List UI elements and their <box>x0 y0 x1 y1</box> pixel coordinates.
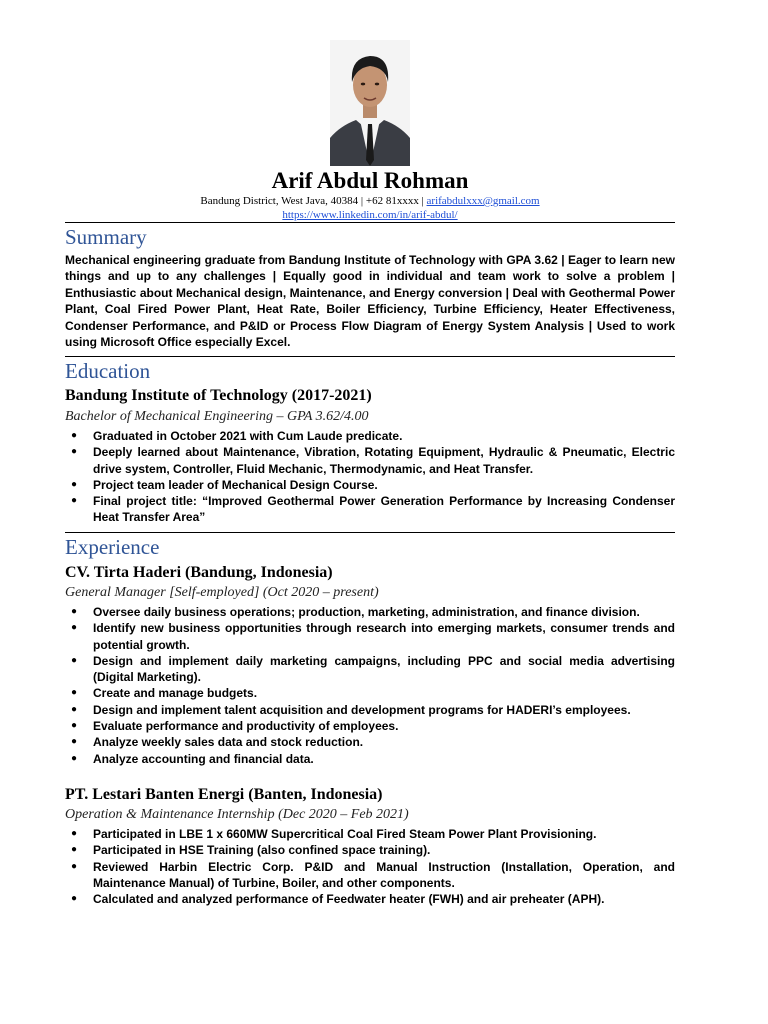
education-bullets <box>65 428 675 526</box>
divider <box>65 532 675 533</box>
job-bullets <box>65 826 675 907</box>
job-company: PT. Lestari Banten Energi (Banten, Indonesia) <box>65 786 383 803</box>
divider <box>65 356 675 357</box>
contact-line <box>65 194 675 208</box>
profile-photo <box>330 40 410 166</box>
list-item: ● Deeply learned about Maintenance, Vibration, Rotating Equipment, Hydraulic & Pneumatic, Electric drive system, Controller, Fluid Mechanic, Thermodynamic, and Heat Transfer. <box>71 445 675 476</box>
profile-photo-image <box>330 40 410 166</box>
list-item: ● Project team leader of Mechanical Design Course. <box>71 477 378 492</box>
job-company: CV. Tirta Haderi (Bandung, Indonesia) <box>65 564 333 581</box>
list-item: ● Calculated and analyzed performance of Feedwater heater (FWH) and air preheater (APH). <box>71 892 605 907</box>
list-item: ● Create and manage budgets. <box>71 686 258 701</box>
list-item: ● Design and implement talent acquisition and development programs for HADERI’s employees. <box>71 702 631 717</box>
divider <box>65 222 675 223</box>
linkedin-link[interactable]: https://www.linkedin.com/in/arif-abdul/ <box>282 209 458 221</box>
list-item: ● Analyze accounting and financial data. <box>71 751 314 766</box>
job-role: Operation & Maintenance Internship (Dec 2020 – Feb 2021) <box>65 807 409 822</box>
list-item: ● Participated in HSE Training (also confined space training). <box>71 843 431 858</box>
job-bullets <box>65 604 675 767</box>
job-role: General Manager [Self-employed] (Oct 2020 – present) <box>65 585 379 600</box>
email-link[interactable]: arifabdulxxx@gmail.com <box>426 195 540 207</box>
summary-heading: Summary <box>65 225 147 249</box>
list-item: ● Identify new business opportunities through research into emerging markets, consumer trends and potential growth. <box>71 621 675 652</box>
list-item: ● Participated in LBE 1 x 660MW Supercritical Coal Fired Steam Power Plant Provisioning. <box>71 827 597 841</box>
list-item: ● Evaluate performance and productivity of employees. <box>71 719 399 734</box>
experience-heading: Experience <box>65 535 160 559</box>
list-item: ● Final project title: “Improved Geothermal Power Generation Performance by Increasing Condenser Heat Transfer Area” <box>71 494 675 525</box>
contact-details: Bandung District, West Java, 40384 | +62 81xxxx | <box>200 195 427 207</box>
education-degree: Bachelor of Mechanical Engineering – GPA 3.62/4.00 <box>65 409 369 424</box>
education-heading: Education <box>65 359 151 383</box>
list-item: ● Reviewed Harbin Electric Corp. P&ID and Manual Instruction (Installation, Operation, and Maintenance Manual) of Turbine, Boiler, and other components. <box>71 859 675 890</box>
list-item: ● Design and implement daily marketing campaigns, including PPC and social media advertising (Digital Marketing). <box>71 653 675 685</box>
candidate-name: Arif Abdul Rohman <box>271 168 469 193</box>
linkedin-line <box>65 208 675 222</box>
list-item: ● Oversee daily business operations; production, marketing, administration, and finance division. <box>71 605 640 619</box>
summary-text: Mechanical engineering graduate from Bandung Institute of Technology with GPA 3.62 | Eager to learn new things and up to any challenges | Equally good in individual and team work to solve a problem | Enthusiastic about Mechanical design, Maintenance, and Energy conversion | Deal with Geothermal Power Plant, Coal Fired Power Plant, Heat Rate, Boiler Efficiency, Turbine Efficiency, Heater Effectiveness, Condenser Performance, and P&ID or Process Flow Diagram of Energy System Analysis | Used to work using Microsoft Office especially Excel. <box>65 253 675 350</box>
list-item: ● Graduated in October 2021 with Cum Laude predicate. <box>71 429 403 443</box>
education-institution: Bandung Institute of Technology (2017-2021) <box>65 387 372 404</box>
list-item: ● Analyze weekly sales data and stock reduction. <box>71 735 364 750</box>
